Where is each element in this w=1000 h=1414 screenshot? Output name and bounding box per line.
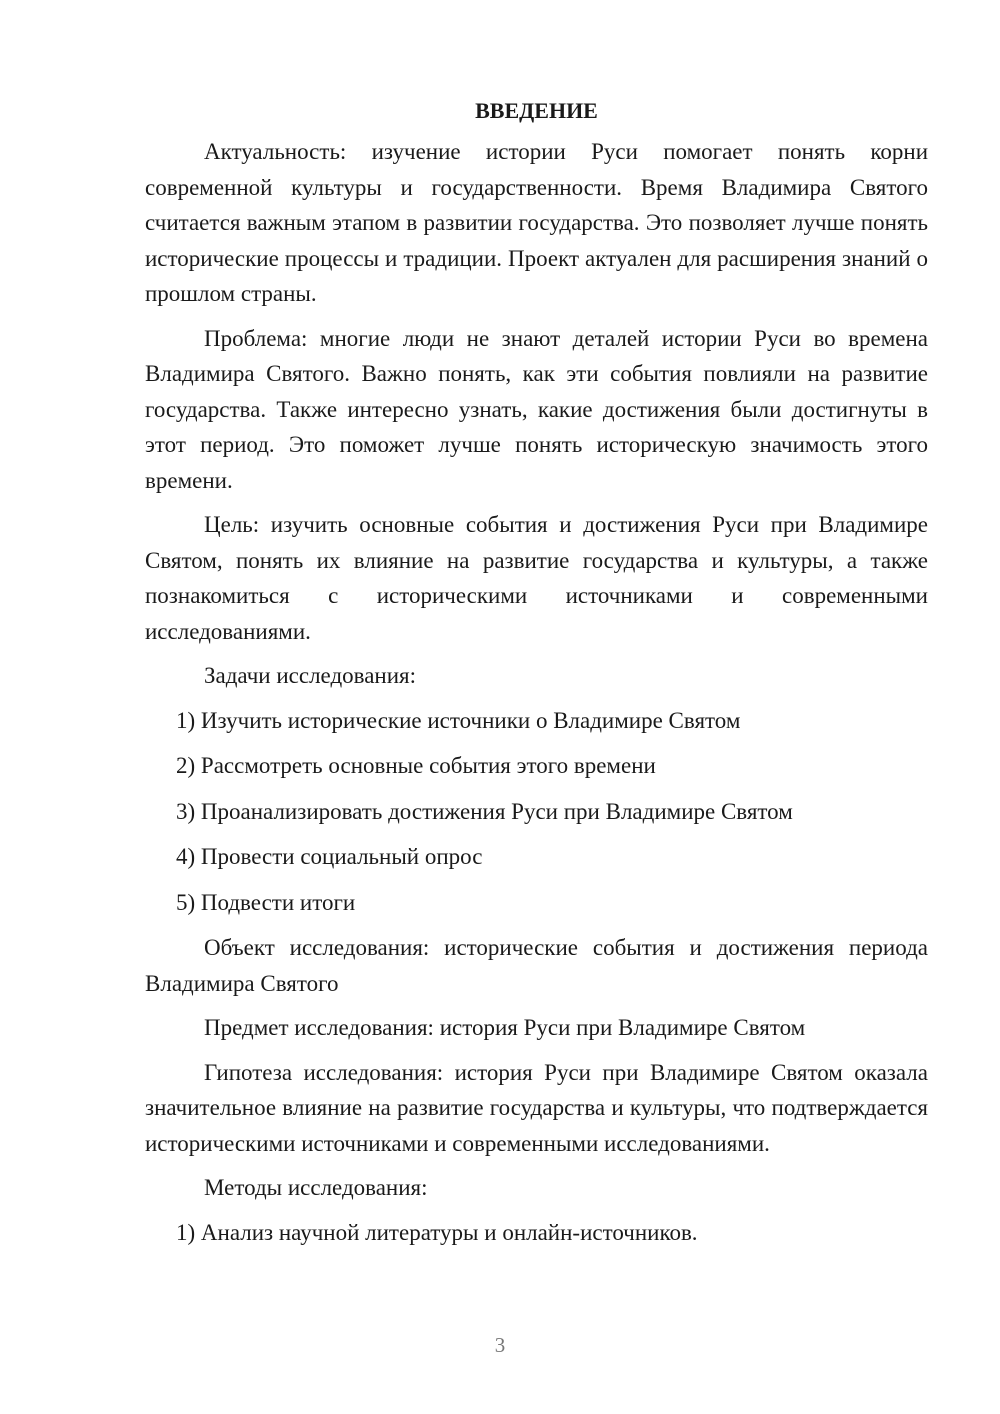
page-number: 3 [494, 1333, 506, 1357]
actuality-paragraph: Актуальность: изучение истории Руси помогает понять корни современной культуры и государственности. Время Владимира Святого считается важным этапом в развитии государства. Это позволяет лучше понять исторические процессы и традиции. Проект актуален для расширения знаний о прошлом страны. [145, 139, 928, 306]
list-item: 1) Анализ научной литературы и онлайн-источников. [176, 1219, 698, 1245]
list-item: 2) Рассмотреть основные события этого времени [176, 753, 656, 778]
object-paragraph: Объект исследования: исторические события и достижения периода Владимира Святого [145, 935, 928, 996]
tasks-list [145, 703, 928, 921]
page-title: ВВЕДЕНИЕ [475, 98, 598, 123]
list-item: 3) Проанализировать достижения Руси при Владимире Святом [176, 798, 793, 824]
methods-heading: Методы исследования: [204, 1175, 428, 1200]
hypothesis-paragraph: Гипотеза исследования: история Руси при Владимире Святом оказала значительное влияние на развитие государства и культуры, что подтверждается историческими источниками и современными исследованиями. [145, 1059, 928, 1156]
problem-paragraph: Проблема: многие люди не знают деталей истории Руси во времена Владимира Святого. Важно понять, как эти события повлияли на развитие государства. Также интересно узнать, какие достижения были достигнуты в этот период. Это поможет лучше понять историческую значимость этого времени. [145, 325, 928, 493]
methods-list [145, 1215, 928, 1251]
goal-paragraph: Цель: изучить основные события и достижения Руси при Владимире Святом, понять их влияние на развитие государства и культуры, а также познакомиться с историческими источниками и современными исследованиями. [145, 512, 928, 644]
list-item: 5) Подвести итоги [176, 889, 356, 915]
page-content [145, 93, 928, 1260]
list-item: 1) Изучить исторические источники о Владимире Святом [176, 707, 741, 733]
tasks-heading: Задачи исследования: [204, 663, 417, 688]
subject-paragraph: Предмет исследования: история Руси при Владимире Святом [204, 1015, 806, 1040]
list-item: 4) Провести социальный опрос [176, 844, 483, 869]
